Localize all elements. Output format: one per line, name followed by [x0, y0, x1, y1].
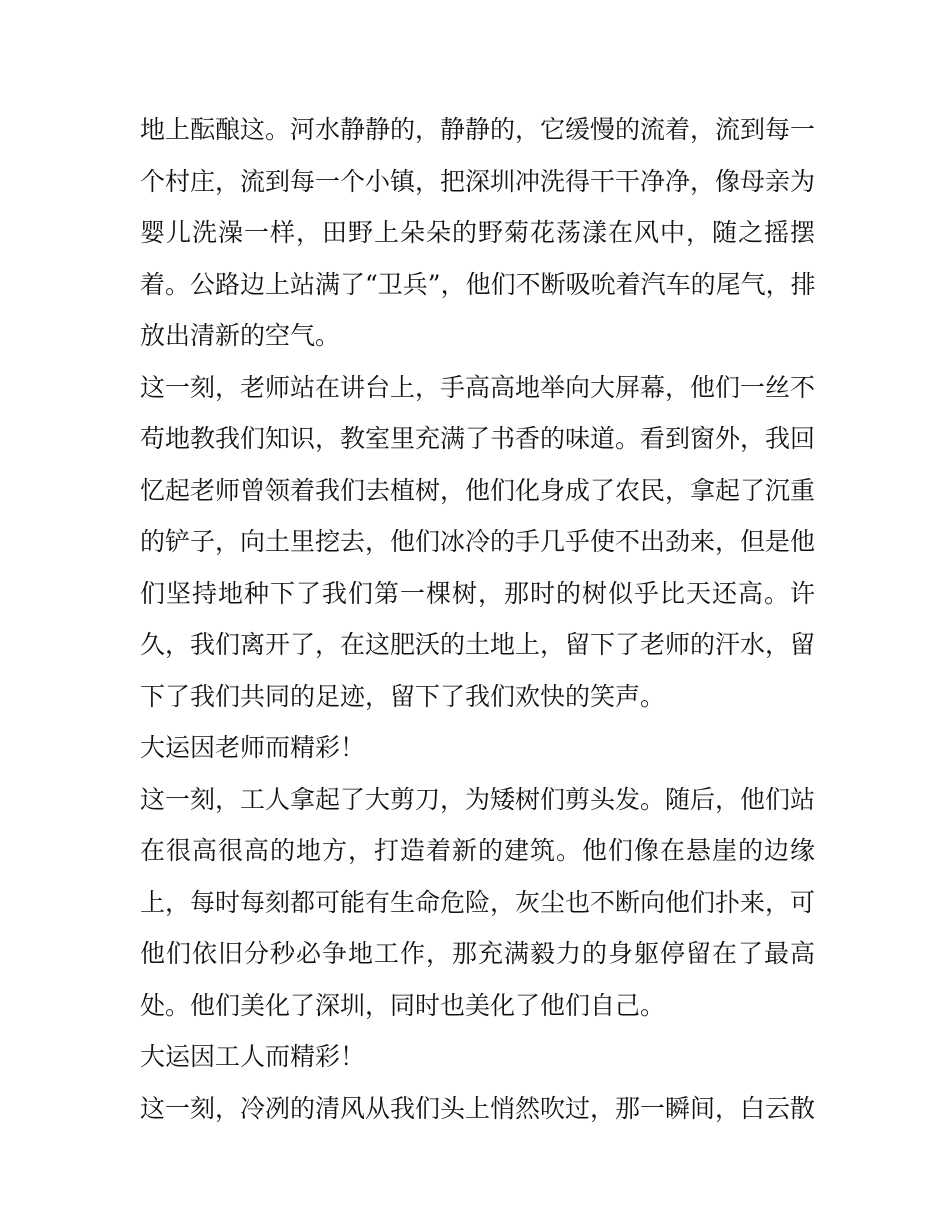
- text-line: 他们依旧分秒必争地工作，那充满毅力的身躯停留在了最高: [140, 939, 815, 968]
- text-line: 忆起老师曾领着我们去植树，他们化身成了农民，拿起了沉重: [140, 475, 816, 505]
- section-heading: 大运因老师而精彩！: [140, 733, 366, 762]
- text-line: 在很高很高的地方，打造着新的建筑。他们像在悬崖的边缘: [140, 836, 815, 865]
- text-line: 这一刻，工人拿起了大剪刀，为矮树们剪头发。随后，他们站: [140, 784, 816, 814]
- text-line: 的铲子，向土里挖去，他们冰冷的手几乎使不出劲来，但是他: [140, 527, 816, 556]
- text-line: 苟地教我们知识，教室里充满了书香的味道。看到窗外，我回: [140, 424, 816, 453]
- text-line: 下了我们共同的足迹，留下了我们欢快的笑声。: [140, 681, 666, 711]
- text-line: 个村庄，流到每一个小镇，把深圳冲洗得干干净净，像母亲为: [140, 166, 816, 196]
- essay-text: [140, 104, 815, 1134]
- text-line: 们坚持地种下了我们第一棵树，那时的树似乎比天还高。许: [140, 578, 815, 608]
- text-line: 地上酝酿这。河水静静的，静静的，它缓慢的流着，流到每一: [140, 115, 816, 144]
- section-heading: 大运因工人而精彩！: [140, 1042, 366, 1071]
- text-line: 这一刻，冷冽的清风从我们头上悄然吹过，那一瞬间，白云散: [140, 1093, 816, 1123]
- text-line: 这一刻，老师站在讲台上，手高高地举向大屏幕，他们一丝不: [140, 372, 816, 402]
- text-line: 久，我们离开了，在这肥沃的土地上，留下了老师的汗水，留: [140, 630, 816, 659]
- text-line: 放出清新的空气。: [140, 321, 341, 350]
- text-line: 婴儿洗澡一样，田野上朵朵的野菊花荡漾在风中，随之摇摆: [140, 218, 815, 247]
- text-line: 着。公路边上站满了“卫兵”，他们不断吸吮着汽车的尾气，排: [140, 269, 816, 299]
- text-line: 上，每时每刻都可能有生命危险，灰尘也不断向他们扑来，可: [140, 887, 816, 917]
- text-line: 处。他们美化了深圳，同时也美化了他们自己。: [140, 990, 666, 1020]
